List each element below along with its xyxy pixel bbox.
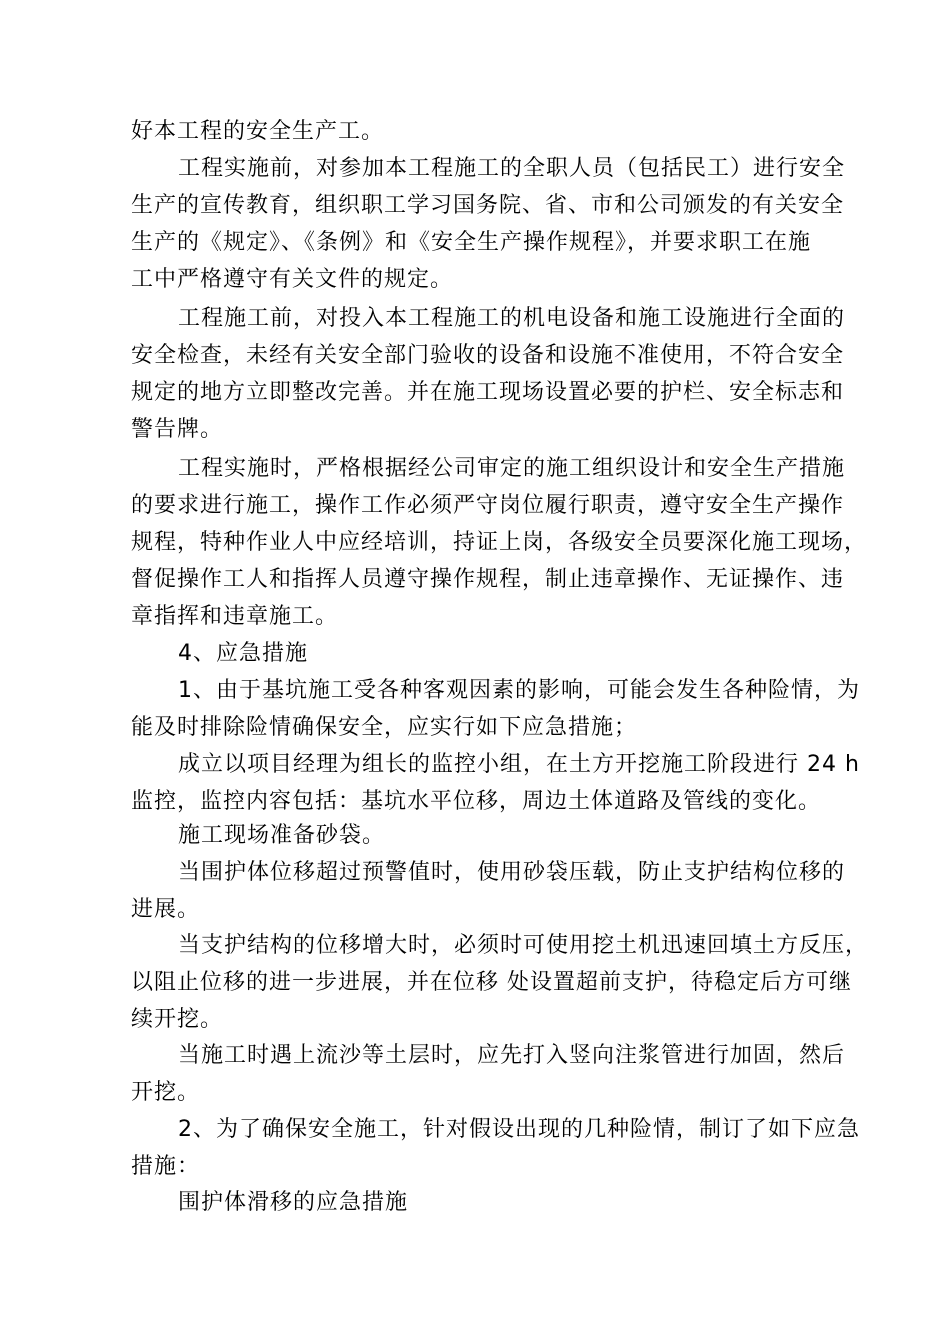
paragraph-first-line: 2、为了确保安全施工，针对假设出现的几种险情，制订了如下应急: [178, 1117, 860, 1142]
paragraph-first-line: 当围护体位移超过预警值时，使用砂袋压载，防止支护结构位移的: [178, 860, 846, 885]
section-heading: 4、应急措施: [178, 641, 308, 666]
text-line: 警告牌。: [131, 417, 224, 442]
text-line: 生产的《规定》、《条例》和《安全生产操作规程》，并要求职工在施: [131, 230, 812, 255]
text-line: 监控，监控内容包括：基坑水平位移，周边土体道路及管线的变化。: [131, 789, 822, 814]
text-line: 措施：: [131, 1154, 201, 1179]
paragraph-first-line: 成立以项目经理为组长的监控小组，在土方开挖施工阶段进行 24 h: [178, 752, 860, 777]
paragraph-first-line: 1、由于基坑施工受各种客观因素的影响，可能会发生各种险情，为: [178, 678, 860, 703]
text-line: 能及时排除险情确保安全，应实行如下应急措施；: [131, 715, 638, 740]
paragraph-first-line: 工程实施时，严格根据经公司审定的施工组织设计和安全生产措施: [178, 456, 846, 481]
paragraph-first-line: 当支护结构的位移增大时，必须时可使用挖土机迅速回填土方反压，: [178, 933, 869, 958]
text-line: 以阻止位移的进一步进展，并在位移 处设置超前支护，待稳定后方可继: [131, 970, 852, 995]
text-line: 好本工程的安全生产工。: [131, 119, 385, 144]
text-line: 规定的地方立即整改完善。并在施工现场设置必要的护栏、安全标志和: [131, 380, 845, 405]
text-line: 进展。: [131, 897, 201, 922]
text-line: 的要求进行施工，操作工作必须严守岗位履行职责，遵守安全生产操作: [131, 493, 845, 518]
text-line: 工中严格遵守有关文件的规定。: [131, 267, 454, 292]
paragraph-first-line: 工程实施前，对参加本工程施工的全职人员（包括民工）进行安全: [178, 156, 846, 181]
text-line: 督促操作工人和指挥人员遵守操作规程，制止违章操作、无证操作、违: [131, 567, 845, 592]
paragraph-first-line: 工程施工前，对投入本工程施工的机电设备和施工设施进行全面的: [178, 306, 846, 331]
section-heading: 围护体滑移的应急措施: [178, 1190, 409, 1215]
text-line: 生产的宣传教育，组织职工学习国务院、省、市和公司颁发的有关安全: [131, 193, 845, 218]
paragraph-first-line: 当施工时遇上流沙等土层时，应先打入竖向注浆管进行加固，然后: [178, 1043, 846, 1068]
text-line: 开挖。: [131, 1080, 201, 1105]
text-line: 续开挖。: [131, 1007, 224, 1032]
text-line: 章指挥和违章施工。: [131, 604, 339, 629]
text-line: 安全检查，未经有关安全部门验收的设备和设施不准使用，不符合安全: [131, 343, 845, 368]
text-line: 规程，特种作业人中应经培训，持证上岗，各级安全员要深化施工现场，: [131, 530, 868, 555]
paragraph-first-line: 施工现场准备砂袋。: [178, 823, 386, 848]
